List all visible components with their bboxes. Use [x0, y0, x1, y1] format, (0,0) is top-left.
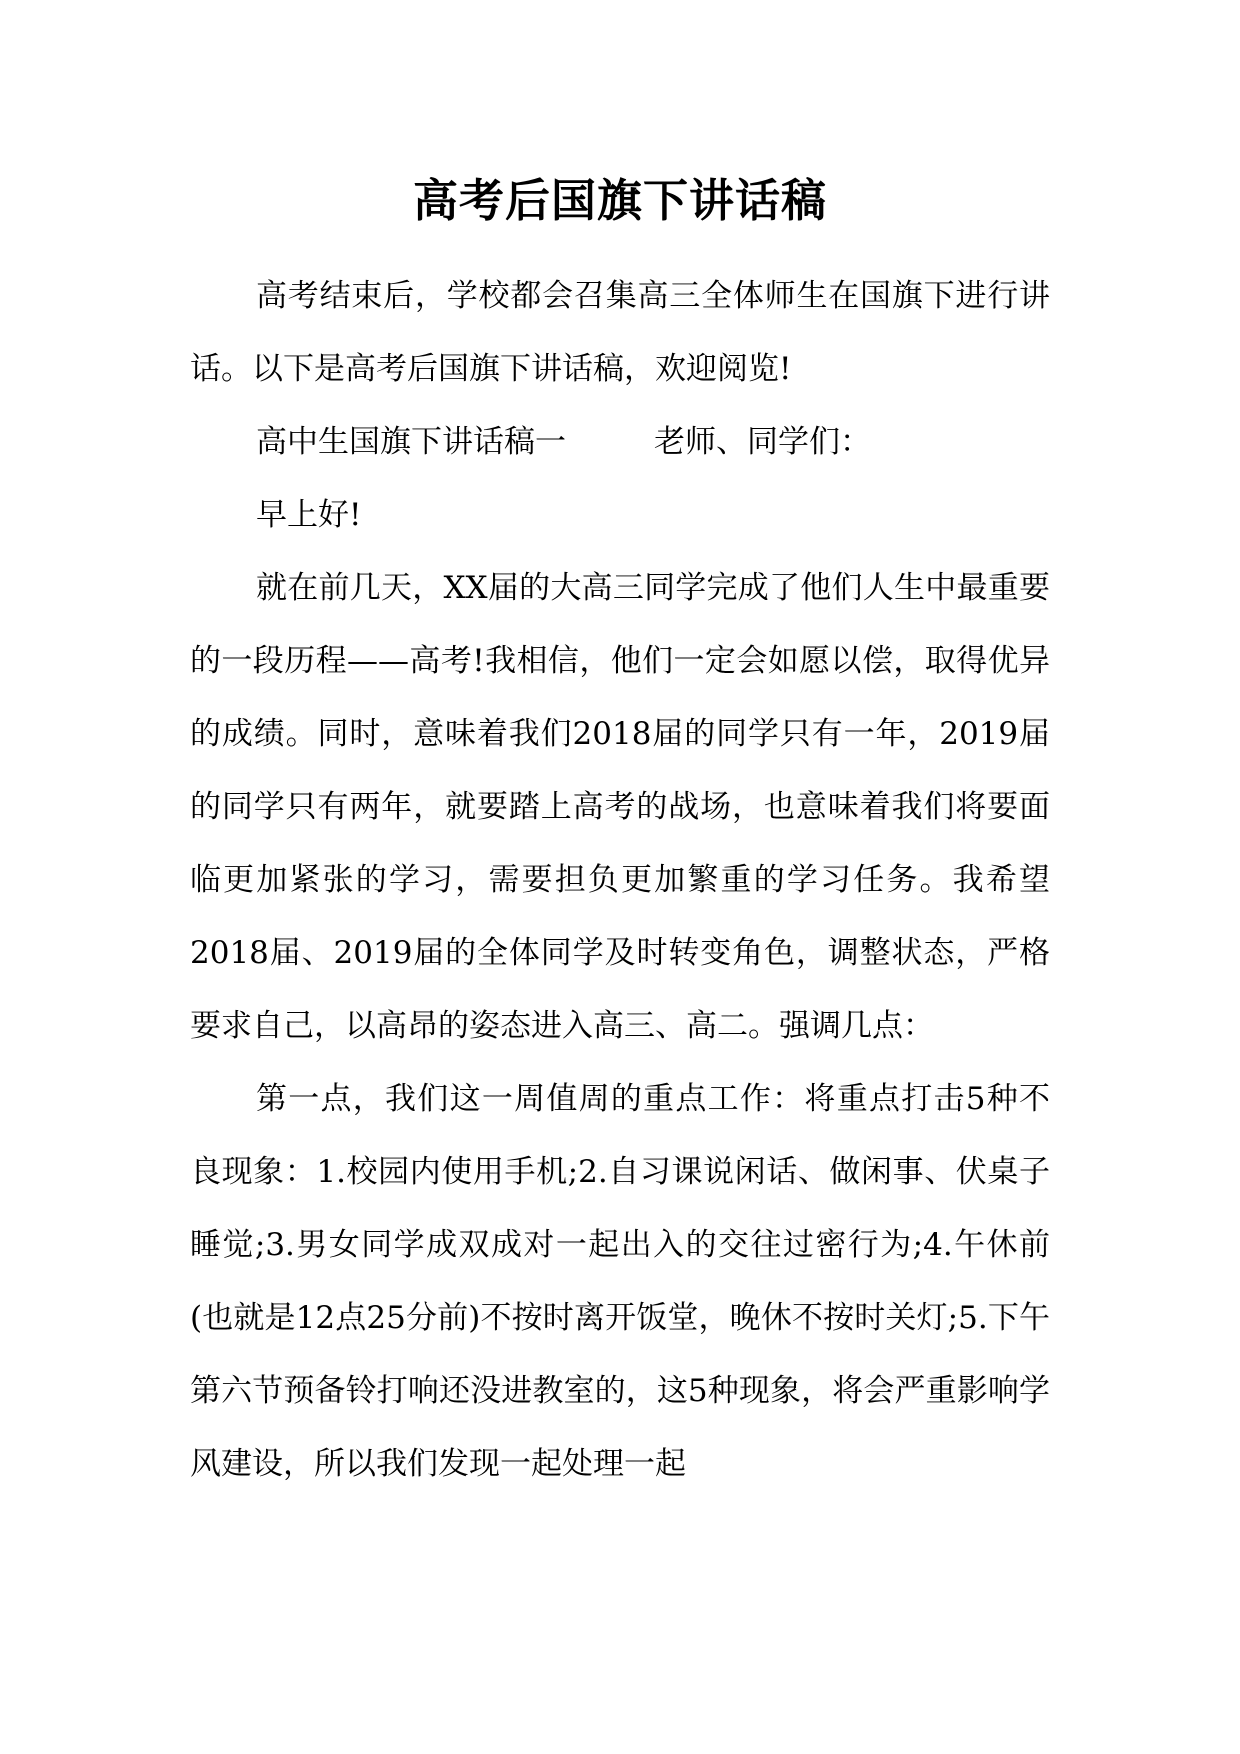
main-paragraph: 就在前几天，XX届的大高三同学完成了他们人生中最重要的一段历程——高考!我相信，他们一定会如愿以偿，取得优异的成绩。同时，意味着我们2018届的同学只有一年，2019届的同学只有两年，就要踏上高考的战场，也意味着我们将要面临更加紧张的学习，需要担负更加繁重的学习任务。我希望2018届、2019届的全体同学及时转变角色，调整状态，严格要求自己，以高昂的姿态进入高三、高二。强调几点： — [190, 570, 1050, 1044]
page-title: 高考后国旗下讲话稿 — [412, 174, 827, 227]
first-point-paragraph: 第一点，我们这一周值周的重点工作：将重点打击5种不良现象：1.校园内使用手机;2.自习课说闲话、做闲事、伏桌子睡觉;3.男女同学成双成对一起出入的交往过密行为;4.午休前(也就是12点25分前)不按时离开饭堂，晚休不按时关灯;5.下午第六节预备铃打响还没进教室的，这5种现象，将会严重影响学风建设，所以我们发现一起处理一起 — [190, 1081, 1050, 1482]
greeting-paragraph: 早上好! — [256, 497, 362, 533]
intro-paragraph: 高考结束后，学校都会召集高三全体师生在国旗下进行讲话。以下是高考后国旗下讲话稿，欢迎阅览! — [190, 278, 1050, 387]
section-heading: 高中生国旗下讲话稿一 — [256, 424, 566, 460]
salutation: 老师、同学们： — [654, 424, 871, 460]
section-heading-line — [190, 406, 1050, 479]
document-body — [190, 260, 1050, 1501]
